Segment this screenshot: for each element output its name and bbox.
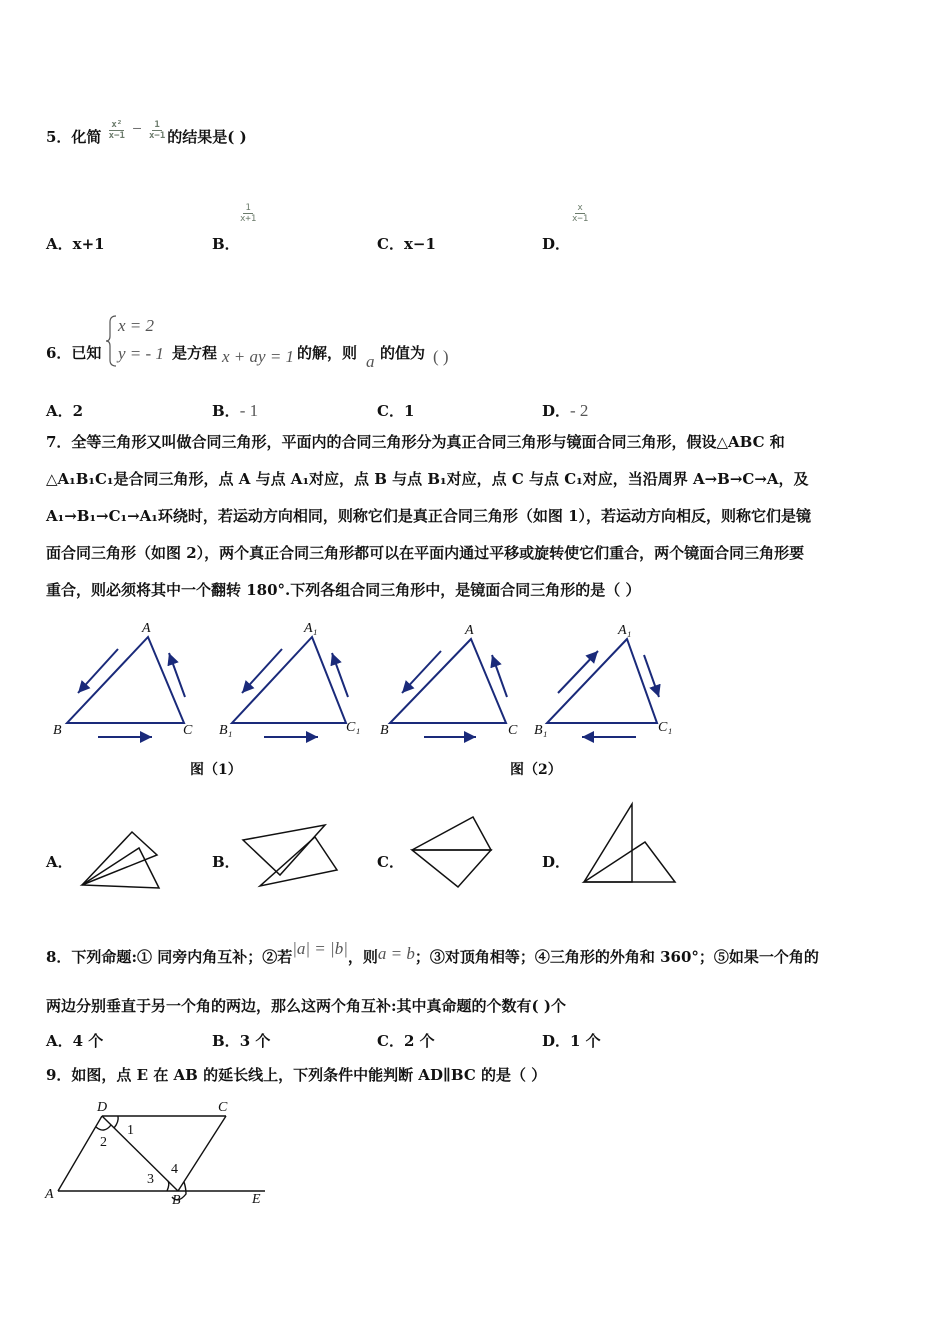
q7-option-d[interactable]: D． [542,853,571,871]
option-c-triangle-1 [412,817,491,850]
q7-option-c[interactable]: C． [377,853,404,871]
angle-arc-2 [96,1125,111,1130]
q8-line-2: 两边分别垂直于另一个角的两边，那么这两个角互补:其中真命题的个数有( )个 [46,997,566,1015]
q5-stem: 5．化简 $\frac{\text{x²}}{x-1}$ − $\frac{1}{x-1}$ 的结果是( ) [46,119,247,146]
angle-label-1: 1 [127,1123,134,1138]
q5-option-d-fraction: $\frac{x}{x-1}$ [572,203,589,224]
q9-figure [40,1098,280,1213]
q6-paren: ( ) [433,347,449,366]
q9-stem: 9．如图，点 E 在 AB 的延长线上，下列条件中能判断 AD∥BC 的是（ ） [46,1066,547,1084]
angle-arc-3 [167,1181,169,1191]
q5-option-a[interactable]: A．x+1 [46,235,105,253]
option-d-triangle-2 [584,842,675,882]
arrow-a1-to-b1 [242,649,282,693]
option-b-triangle-2 [260,837,337,886]
option-b-triangle-1 [243,825,325,875]
vertex-label-b1-2: B₁ [534,723,548,738]
q7-line-4: 面合同三角形（如图 2），两个真正合同三角形都可以在平面内通过平移或旋转使它们重合，两个镜面合同三角形要 [46,544,805,562]
q6-variable: a [366,352,375,371]
segment-ad [58,1116,102,1191]
option-c-triangle-2 [412,850,491,887]
q8-option-b[interactable]: B．3 个 [212,1032,271,1050]
minus-sign: − [132,119,142,138]
q5-option-b[interactable]: B． [212,235,240,253]
q8-option-a[interactable]: A．4 个 [46,1032,104,1050]
q7-line-1: 7．全等三角形又叫做合同三角形，平面内的合同三角形分为真正合同三角形与镜面合同三角形，假设△ABC 和 [46,433,785,451]
q7-figures [40,615,700,750]
q6-suffix: 的值为 [380,344,426,362]
q6-system [104,314,166,368]
q6-option-c[interactable]: C．1 [377,402,415,420]
vertex-label-c: C [183,723,193,738]
label-e: E [252,1192,261,1207]
arrow-a-to-b-2 [402,651,441,693]
q7-stem [46,424,906,609]
figure-caption-2: 图（2） [510,762,562,778]
option-a-triangle-2 [82,848,159,888]
angle-label-3: 3 [147,1172,154,1187]
q6-equation-2: y = - 1 [118,344,164,363]
triangle-a1b1c1-1 [232,637,346,723]
arrow-c1-to-a1 [332,653,348,697]
q7-line-5: 重合，则必须将其中一个翻转 180°.下列各组合同三角形中，是镜面合同三角形的是（ ） [46,581,641,599]
q5-option-d[interactable]: D． [542,235,571,253]
q8-option-d[interactable]: D．1 个 [542,1032,601,1050]
label-a: A [45,1187,54,1202]
q6-option-b[interactable]: B．- 1 [212,401,259,420]
label-c: C [218,1100,228,1115]
q8-abs-expression: |a| = |b| [292,939,348,958]
vertex-label-a1-2: A₁ [618,623,632,638]
q5-option-b-fraction: $\frac{1}{x+1}$ [240,203,257,224]
q7-option-figures [75,800,685,895]
segment-db [102,1116,178,1191]
q6-equation-1: x = 2 [118,316,155,335]
q6-option-d[interactable]: D．- 2 [542,401,589,420]
q5-fraction-2: $\frac{1}{x-1}$ [149,119,166,141]
q7-line-2: △A₁B₁C₁是合同三角形，点 A 与点 A₁对应，点 B 与点 B₁对应，点 C 与点 C₁对应，当沿周界 A→B→C→A，及 [46,470,809,488]
q6-mid: 是方程 [172,344,218,362]
brace-icon [104,314,118,368]
q7-line-3: A₁→B₁→C₁→A₁环绕时，若运动方向相同，则称它们是真正合同三角形（如图 1），若运动方向相反，则称它们是镜 [46,507,812,525]
vertex-label-b1: B₁ [219,723,233,738]
q7-option-a[interactable]: A． [46,853,73,871]
triangle-abc-2 [390,639,506,723]
label-b: B [172,1193,181,1208]
q6-prefix: 6．已知 [46,344,102,362]
angle-label-4: 4 [171,1162,178,1177]
q6-mid2: 的解，则 [297,344,358,362]
q8-equality-expression: a = b [377,944,415,963]
vertex-label-a: A [142,621,151,636]
vertex-label-a-2: A [465,623,474,638]
segment-cb [178,1116,226,1191]
angle-arc-1 [114,1116,118,1128]
vertex-label-b: B [53,723,62,738]
triangle-a1b1c1-2 [547,639,657,723]
q7-option-b[interactable]: B． [212,853,240,871]
q6-option-a[interactable]: A．2 [46,402,84,420]
option-d-triangle-1 [584,804,632,882]
arrow-b1-to-a1 [558,651,598,693]
vertex-label-c1-2: C₁ [658,720,673,735]
label-d: D [97,1100,108,1115]
q6-equation: x + ay = 1 [222,347,295,366]
vertex-label-a1: A₁ [304,621,318,636]
q5-fraction-1: $\frac{\text{x²}}{x-1}$ [108,119,125,141]
q8-option-c[interactable]: C．2 个 [377,1032,435,1050]
q8-line-1: 8．下列命题:① 同旁内角互补；②若|a| = |b|，则a = b；③对顶角相等；④三角形的外角和 360°；⑤如果一个角的 [46,939,819,966]
vertex-label-c1: C₁ [346,720,361,735]
vertex-label-c-2: C [508,723,518,738]
vertex-label-b-2: B [380,723,389,738]
arrow-c-to-a-2 [492,655,507,697]
arrow-a-to-b [78,649,118,693]
angle-label-2: 2 [100,1135,107,1150]
q5-option-c[interactable]: C．x−1 [377,235,436,253]
triangle-abc-1 [67,637,184,723]
figure-caption-1: 图（1） [190,762,242,778]
